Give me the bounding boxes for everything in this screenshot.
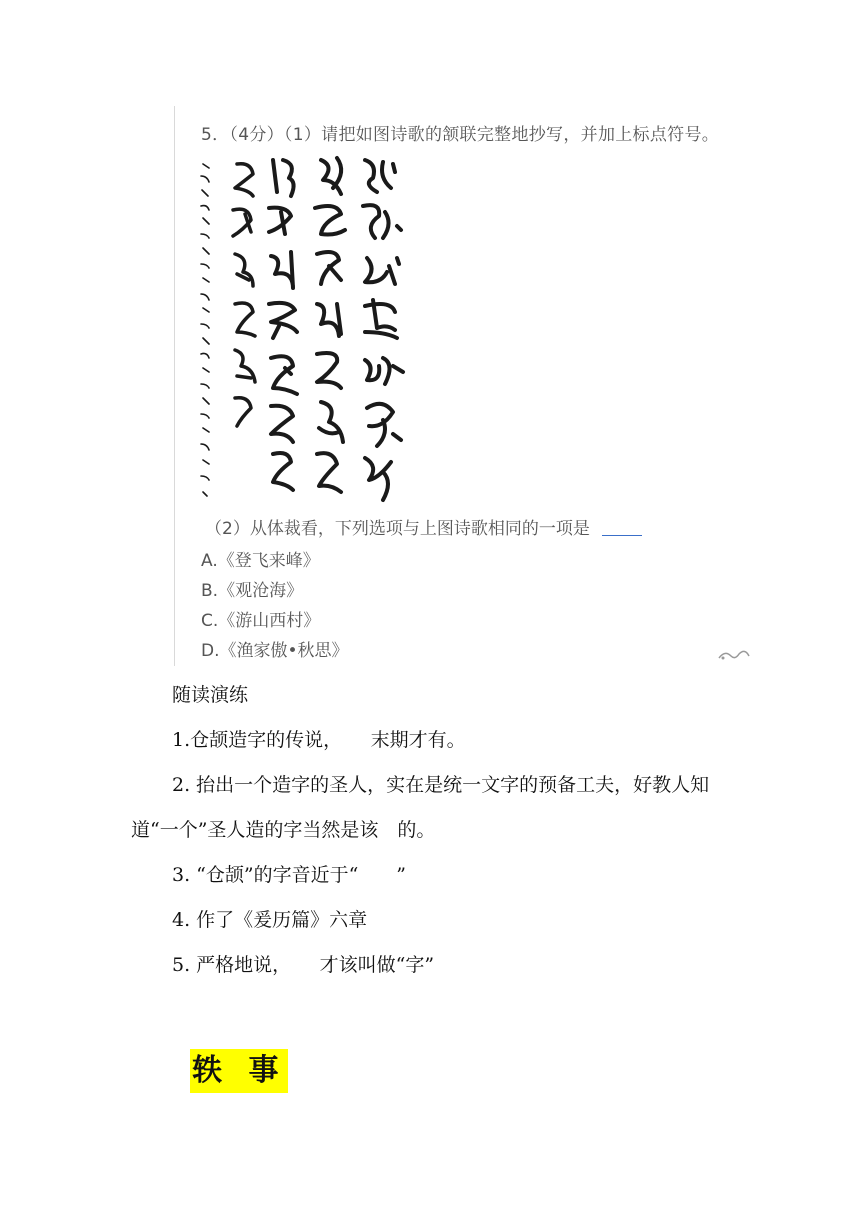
exam-subquestion: [205, 514, 642, 539]
reading-item-2-cont: 道“一个”圣人造的字当然是该 的。: [131, 819, 436, 841]
calligraphy-image: [197, 154, 409, 508]
watermark-icon: [715, 646, 755, 666]
exam-question-text: 5．（4分）（1）请把如图诗歌的颔联完整地抄写，并加上标点符号。: [201, 125, 720, 145]
reading-item-1: 1.仓颉造字的传说， 末期才有。: [172, 729, 466, 751]
reading-item-5: 5. 严格地说， 才该叫做“字”: [172, 954, 435, 976]
exam-subquestion-text: （2）从体裁看，下列选项与上图诗歌相同的一项是: [205, 519, 590, 539]
section-title: 随读演练: [172, 684, 249, 706]
exam-question-image: [174, 106, 759, 666]
option-a: A.《登飞来峰》: [201, 551, 320, 571]
section-heading: 轶 事: [190, 1049, 288, 1093]
option-b: B.《观沧海》: [201, 581, 304, 601]
reading-item-4: 4. 作了《爰历篇》六章: [172, 909, 368, 931]
answer-blank: [602, 519, 642, 536]
option-c: C.《游山西村》: [201, 611, 321, 631]
reading-item-3: 3. “仓颉”的字音近于“ ”: [172, 864, 407, 886]
option-d: D.《渔家傲•秋思》: [201, 641, 349, 661]
reading-item-2: 2. 抬出一个造字的圣人，实在是统一文字的预备工夫，好教人知: [172, 774, 710, 796]
